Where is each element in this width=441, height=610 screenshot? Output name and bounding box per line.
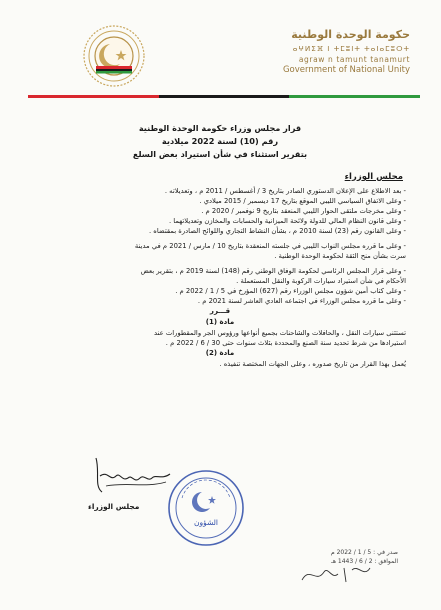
letterhead [190,28,410,75]
title-line-1: قرار مجلس وزراء حكومة الوحدة الوطنية [138,123,302,133]
preamble-line: - وعلى الاتفاق السياسي الليبي الموقع بتاريخ 17 ديسمبر / 2015 ميلادي . [199,197,406,205]
signature-title: مجلس الوزراء [88,502,140,511]
header-arabic-name: حكومة الوحدة الوطنية [291,28,410,41]
article-1-heading: مادة (1) [205,318,235,326]
preamble-line: - بعد الاطلاع على الإعلان الدستوري الصادر بتاريخ 3 / أغسطس / 2011 م ، وتعديلاته . [164,187,406,195]
decree-title [120,122,320,161]
stamp-line: الموافق : 2 / 6 / 1443 هـ [331,558,398,565]
header-english-name: Government of National Unity [282,65,410,75]
preamble-line: سرت بشأن منح الثقة لحكومة الوحدة الوطنية . [274,252,406,260]
government-emblem-icon [82,24,146,88]
preamble-line: - وعلى قانون النظام المالي للدولة ولائحة الميزانية والحسابات والمخازن وتعديلاتهما . [168,217,406,225]
preamble-line: - وعلى مخرجات ملتقى الحوار الليبي المنعقد بتاريخ 9 نوفمبر / 2020 م . [201,207,406,215]
decree-body [34,186,406,369]
article-1-line: تستثنى سيارات النقل ، والحافلات والشاحنات بجميع أنواعها ورؤوس الجر والمقطورات عند [154,329,406,337]
seal-label: الشؤون [193,518,219,527]
council-heading: مجلس الوزراء [344,172,403,182]
stamp-line: صدر في : 5 / 1 / 2022 م [330,549,398,556]
title-line-3: بتقرير استثناء في شأن استيراد بعض السلع [132,149,308,159]
preamble-line: - وعلى كتاب أمين شؤون مجلس الوزراء رقم (627) المؤرخ في 5 / 1 / 2022 م . [175,287,406,295]
header-amazigh-name: agraw n tamunt tanamurt [298,55,410,64]
header-tifinagh-name: ⴰⵖⵍⵉⴼ ⵏ ⵜⵎⵓⵏⵜ ⵜⴰⵏⴰⵎⵓⵔⵜ [292,44,410,53]
title-line-2: رقم (10) لسنة 2022 ميلادية [161,136,279,146]
preamble-line: - وعلى ما قرره مجلس النواب الليبي في جلسته المنعقدة بتاريخ 10 / مارس / 2021 م في مدينة [134,242,406,250]
article-2-heading: مادة (2) [205,349,235,357]
article-2-line: يُعمل بهذا القرار من تاريخ صدوره ، وعلى الجهات المختصة تنفيذه . [219,360,406,368]
signature-mark [86,452,176,502]
preamble-line: - وعلى ما قرره مجلس الوزراء في اجتماعه العادي العاشر لسنة 2021 م . [197,297,406,305]
article-1-line: استيرادها من شرط تحديد سنة الصنع والمحددة بثلاث سنوات حتى 30 / 6 / 2022 م . [165,339,406,347]
decided-heading: قـــرر [209,307,231,315]
handwritten-initials [298,560,376,590]
official-seal-icon [166,468,246,548]
preamble-line: - وعلى القانون رقم (23) لسنة 2010 م ، بشأن النشاط التجاري واللوائح الصادرة بمقتضاه . [148,227,406,235]
preamble-line: - وعلى قرار المجلس الرئاسي لحكومة الوفاق الوطني رقم (148) لسنة 2019 م ، بتقرير بعض [140,267,406,275]
flag-divider [28,95,420,98]
preamble-line: الأحكام في شأن استيراد سيارات الركوبة والنقل المستعملة . [236,277,406,285]
